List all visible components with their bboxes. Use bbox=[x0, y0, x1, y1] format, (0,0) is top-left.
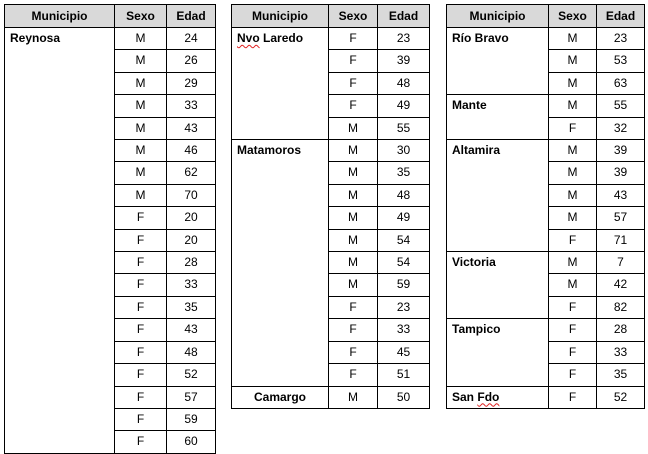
municipio-label: San Fdo bbox=[452, 389, 500, 404]
sexo-cell: M bbox=[329, 386, 378, 408]
edad-cell: 63 bbox=[597, 72, 645, 94]
municipio-label: Matamoros bbox=[237, 143, 302, 158]
header-row bbox=[232, 5, 430, 28]
edad-cell: 43 bbox=[597, 184, 645, 206]
sexo-cell: F bbox=[115, 319, 167, 341]
sexo-cell: F bbox=[329, 319, 378, 341]
edad-cell: 48 bbox=[378, 184, 430, 206]
sexo-cell: M bbox=[329, 162, 378, 184]
sexo-cell: F bbox=[329, 364, 378, 386]
sexo-cell: F bbox=[115, 296, 167, 318]
sexo-cell: M bbox=[329, 207, 378, 229]
data-table-2 bbox=[231, 4, 430, 409]
sexo-cell: M bbox=[549, 162, 597, 184]
edad-cell: 70 bbox=[167, 184, 216, 206]
table-row bbox=[447, 386, 645, 408]
sexo-cell: F bbox=[115, 386, 167, 408]
edad-cell: 33 bbox=[378, 319, 430, 341]
municipio-cell bbox=[232, 28, 329, 140]
table-body bbox=[232, 28, 430, 409]
edad-cell: 20 bbox=[167, 229, 216, 251]
header-edad: Edad bbox=[597, 5, 645, 28]
header-row bbox=[447, 5, 645, 28]
header-sexo: Sexo bbox=[549, 5, 597, 28]
header-municipio: Municipio bbox=[447, 5, 549, 28]
edad-cell: 33 bbox=[597, 341, 645, 363]
table-row bbox=[232, 140, 430, 162]
edad-cell: 71 bbox=[597, 229, 645, 251]
header-sexo: Sexo bbox=[329, 5, 378, 28]
sexo-cell: M bbox=[115, 140, 167, 162]
sexo-cell: M bbox=[115, 184, 167, 206]
edad-cell: 35 bbox=[378, 162, 430, 184]
edad-cell: 46 bbox=[167, 140, 216, 162]
sexo-cell: F bbox=[115, 364, 167, 386]
edad-cell: 39 bbox=[597, 140, 645, 162]
edad-cell: 52 bbox=[167, 364, 216, 386]
sexo-cell: M bbox=[329, 252, 378, 274]
municipio-label: Río Bravo bbox=[452, 31, 509, 45]
edad-cell: 29 bbox=[167, 72, 216, 94]
municipio-label: Reynosa bbox=[10, 31, 61, 45]
sexo-cell: M bbox=[329, 140, 378, 162]
edad-cell: 62 bbox=[167, 162, 216, 184]
edad-cell: 23 bbox=[597, 28, 645, 50]
sexo-cell: F bbox=[549, 117, 597, 139]
sexo-cell: F bbox=[549, 386, 597, 408]
edad-cell: 33 bbox=[167, 274, 216, 296]
municipio-label: Tampico bbox=[452, 322, 501, 337]
sexo-cell: M bbox=[115, 50, 167, 72]
edad-cell: 33 bbox=[167, 95, 216, 117]
header-sexo: Sexo bbox=[115, 5, 167, 28]
header-row bbox=[5, 5, 216, 28]
edad-cell: 52 bbox=[597, 386, 645, 408]
edad-cell: 45 bbox=[378, 341, 430, 363]
sexo-cell: F bbox=[329, 95, 378, 117]
edad-cell: 39 bbox=[378, 50, 430, 72]
municipio-cell bbox=[447, 319, 549, 386]
municipio-cell bbox=[232, 140, 329, 386]
sexo-cell: M bbox=[549, 184, 597, 206]
edad-cell: 59 bbox=[378, 274, 430, 296]
header-edad: Edad bbox=[378, 5, 430, 28]
sexo-cell: M bbox=[549, 140, 597, 162]
sexo-cell: F bbox=[329, 28, 378, 50]
edad-cell: 28 bbox=[167, 252, 216, 274]
data-table-1 bbox=[4, 4, 216, 454]
table-row bbox=[447, 140, 645, 162]
edad-cell: 54 bbox=[378, 229, 430, 251]
sexo-cell: F bbox=[549, 319, 597, 341]
edad-cell: 59 bbox=[167, 408, 216, 430]
sexo-cell: F bbox=[115, 274, 167, 296]
sexo-cell: F bbox=[115, 252, 167, 274]
header-municipio: Municipio bbox=[5, 5, 115, 28]
sexo-cell: M bbox=[115, 28, 167, 50]
edad-cell: 20 bbox=[167, 207, 216, 229]
edad-cell: 7 bbox=[597, 252, 645, 274]
sexo-cell: F bbox=[115, 229, 167, 251]
sexo-cell: F bbox=[549, 364, 597, 386]
municipio-cell bbox=[447, 95, 549, 140]
edad-cell: 50 bbox=[378, 386, 430, 408]
sexo-cell: M bbox=[329, 184, 378, 206]
table-row bbox=[447, 28, 645, 50]
edad-cell: 55 bbox=[597, 95, 645, 117]
edad-cell: 82 bbox=[597, 296, 645, 318]
sexo-cell: M bbox=[115, 162, 167, 184]
sexo-cell: M bbox=[549, 28, 597, 50]
municipio-label: Mante bbox=[452, 98, 487, 113]
municipio-label: Camargo bbox=[253, 389, 306, 404]
edad-cell: 24 bbox=[167, 28, 216, 50]
sexo-cell: F bbox=[115, 408, 167, 430]
municipio-cell bbox=[447, 28, 549, 95]
table-row bbox=[232, 386, 430, 408]
sexo-cell: F bbox=[549, 296, 597, 318]
sexo-cell: F bbox=[329, 296, 378, 318]
sexo-cell: M bbox=[115, 72, 167, 94]
table-row bbox=[232, 28, 430, 50]
edad-cell: 26 bbox=[167, 50, 216, 72]
edad-cell: 49 bbox=[378, 207, 430, 229]
municipio-label: Altamira bbox=[452, 143, 501, 158]
edad-cell: 53 bbox=[597, 50, 645, 72]
sexo-cell: M bbox=[329, 117, 378, 139]
edad-cell: 48 bbox=[167, 341, 216, 363]
edad-cell: 51 bbox=[378, 364, 430, 386]
municipio-cell bbox=[447, 252, 549, 319]
sexo-cell: F bbox=[115, 207, 167, 229]
sexo-cell: M bbox=[549, 50, 597, 72]
edad-cell: 43 bbox=[167, 319, 216, 341]
municipio-cell bbox=[232, 386, 329, 408]
edad-cell: 35 bbox=[167, 296, 216, 318]
sexo-cell: M bbox=[549, 252, 597, 274]
table-body bbox=[447, 28, 645, 409]
sexo-cell: F bbox=[329, 341, 378, 363]
sexo-cell: M bbox=[329, 274, 378, 296]
sexo-cell: F bbox=[115, 341, 167, 363]
table-row bbox=[447, 319, 645, 341]
edad-cell: 28 bbox=[597, 319, 645, 341]
table-row bbox=[447, 252, 645, 274]
table-body bbox=[5, 28, 216, 454]
sexo-cell: M bbox=[329, 229, 378, 251]
municipio-label: Nvo Laredo bbox=[237, 31, 304, 45]
edad-cell: 60 bbox=[167, 431, 216, 453]
sexo-cell: M bbox=[549, 207, 597, 229]
edad-cell: 57 bbox=[167, 386, 216, 408]
header-edad: Edad bbox=[167, 5, 216, 28]
edad-cell: 57 bbox=[597, 207, 645, 229]
edad-cell: 48 bbox=[378, 72, 430, 94]
sexo-cell: F bbox=[549, 341, 597, 363]
sexo-cell: M bbox=[115, 117, 167, 139]
edad-cell: 39 bbox=[597, 162, 645, 184]
edad-cell: 42 bbox=[597, 274, 645, 296]
sexo-cell: M bbox=[549, 274, 597, 296]
edad-cell: 55 bbox=[378, 117, 430, 139]
edad-cell: 30 bbox=[378, 140, 430, 162]
sexo-cell: M bbox=[549, 95, 597, 117]
sexo-cell: M bbox=[115, 95, 167, 117]
sexo-cell: F bbox=[329, 50, 378, 72]
data-table-3 bbox=[446, 4, 645, 409]
municipio-cell bbox=[447, 140, 549, 252]
sexo-cell: M bbox=[549, 72, 597, 94]
edad-cell: 49 bbox=[378, 95, 430, 117]
edad-cell: 43 bbox=[167, 117, 216, 139]
table-row bbox=[5, 28, 216, 50]
sexo-cell: F bbox=[115, 431, 167, 453]
edad-cell: 32 bbox=[597, 117, 645, 139]
sexo-cell: F bbox=[549, 229, 597, 251]
municipio-cell bbox=[5, 28, 115, 454]
edad-cell: 54 bbox=[378, 252, 430, 274]
edad-cell: 35 bbox=[597, 364, 645, 386]
municipio-cell bbox=[447, 386, 549, 408]
table-row bbox=[447, 95, 645, 117]
edad-cell: 23 bbox=[378, 296, 430, 318]
edad-cell: 23 bbox=[378, 28, 430, 50]
municipio-label: Victoria bbox=[452, 255, 496, 270]
header-municipio: Municipio bbox=[232, 5, 329, 28]
sexo-cell: F bbox=[329, 72, 378, 94]
